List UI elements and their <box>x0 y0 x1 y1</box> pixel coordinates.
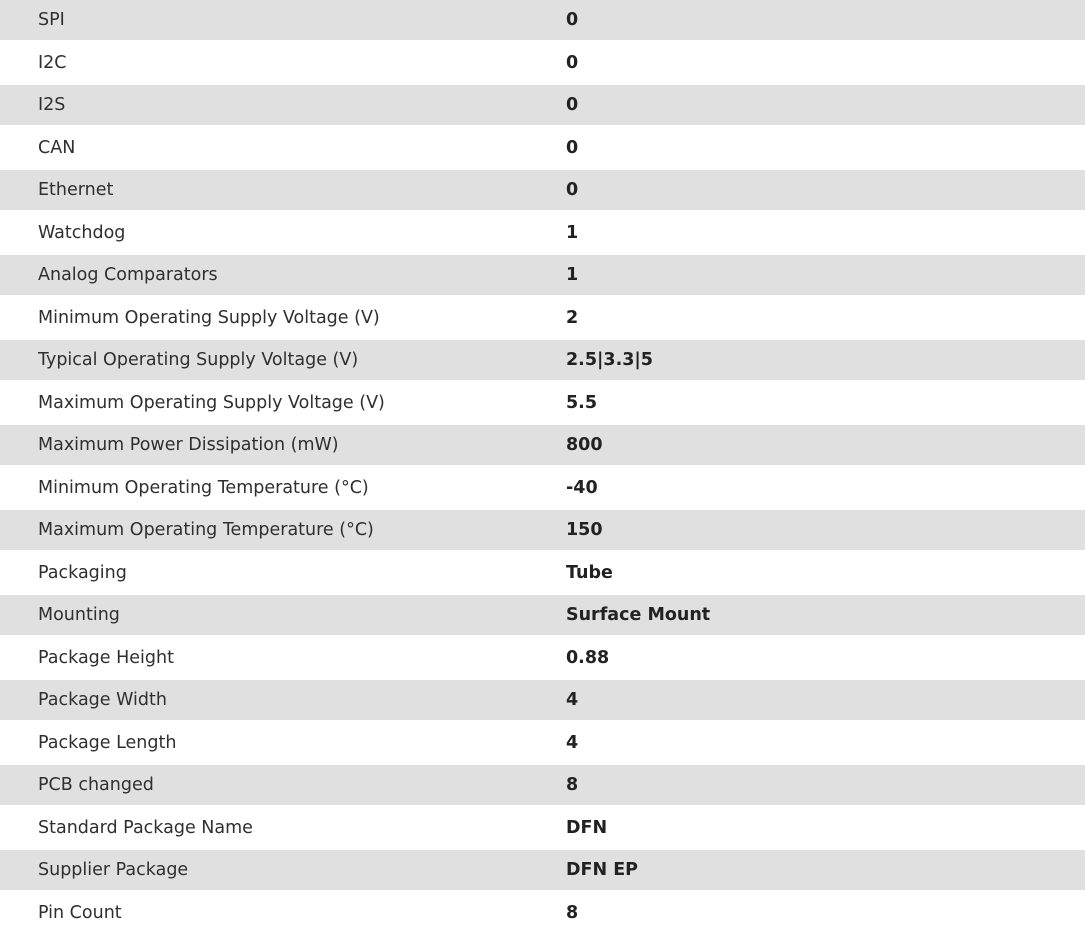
spec-value: 1 <box>566 265 579 285</box>
spec-row-pin-count <box>0 893 1085 933</box>
spec-row-mounting <box>0 595 1085 635</box>
spec-label: I2C <box>38 52 67 73</box>
spec-row-package-height <box>0 638 1085 678</box>
spec-label: Pin Count <box>38 902 122 923</box>
spec-row-package-length <box>0 723 1085 763</box>
spec-label: Package Length <box>38 732 177 753</box>
spec-row-max-power-dissipation <box>0 425 1085 465</box>
spec-value: 0 <box>566 180 579 200</box>
spec-row-standard-package-name <box>0 808 1085 848</box>
spec-value: 8 <box>566 902 579 923</box>
spec-label: Maximum Power Dissipation (mW) <box>38 435 339 455</box>
spec-row-can <box>0 128 1085 168</box>
spec-value: 150 <box>566 520 603 540</box>
spec-row-min-supply-voltage <box>0 298 1085 338</box>
spec-value: DFN EP <box>566 860 638 880</box>
spec-label: Standard Package Name <box>38 817 253 838</box>
spec-label: Minimum Operating Supply Voltage (V) <box>38 307 380 328</box>
spec-value: 800 <box>566 435 603 455</box>
spec-label: Analog Comparators <box>38 265 218 285</box>
spec-label: Ethernet <box>38 180 114 200</box>
spec-label: Package Height <box>38 647 174 668</box>
spec-label: Maximum Operating Supply Voltage (V) <box>38 392 385 413</box>
spec-row-package-width <box>0 680 1085 720</box>
spec-label: CAN <box>38 137 76 158</box>
spec-row-i2s <box>0 85 1085 125</box>
spec-label: Minimum Operating Temperature (°C) <box>38 477 369 498</box>
spec-value: 2 <box>566 307 579 328</box>
spec-row-max-operating-temperature <box>0 510 1085 550</box>
spec-label: PCB changed <box>38 775 154 795</box>
spec-value: 0.88 <box>566 647 610 668</box>
spec-row-typ-supply-voltage <box>0 340 1085 380</box>
spec-value: DFN <box>566 817 608 838</box>
spec-value: 5.5 <box>566 392 598 413</box>
spec-row-ethernet <box>0 170 1085 210</box>
spec-label: Mounting <box>38 605 120 625</box>
spec-value: Tube <box>566 562 613 583</box>
spec-label: Typical Operating Supply Voltage (V) <box>38 350 359 370</box>
spec-label: I2S <box>38 95 66 115</box>
spec-label: SPI <box>38 10 65 30</box>
spec-row-min-operating-temperature <box>0 468 1085 508</box>
spec-row-max-supply-voltage <box>0 383 1085 423</box>
spec-value: 2.5|3.3|5 <box>566 350 653 370</box>
spec-value: Surface Mount <box>566 605 711 625</box>
spec-value: 8 <box>566 775 579 795</box>
spec-label: Watchdog <box>38 222 126 243</box>
spec-label: Supplier Package <box>38 860 189 880</box>
spec-row-supplier-package <box>0 850 1085 890</box>
spec-row-analog-comparators <box>0 255 1085 295</box>
spec-row-pcb-changed <box>0 765 1085 805</box>
spec-value: 4 <box>566 732 579 753</box>
spec-row-i2c <box>0 43 1085 83</box>
spec-row-watchdog <box>0 213 1085 253</box>
spec-value: 0 <box>566 137 579 158</box>
spec-value: 0 <box>566 52 579 73</box>
spec-value: 1 <box>566 222 579 243</box>
spec-label: Package Width <box>38 690 167 710</box>
spec-row-spi <box>0 0 1085 40</box>
spec-value: 0 <box>566 95 579 115</box>
spec-value: 4 <box>566 690 579 710</box>
spec-label: Packaging <box>38 562 127 583</box>
spec-label: Maximum Operating Temperature (°C) <box>38 520 374 540</box>
spec-value: 0 <box>566 10 579 30</box>
spec-value: -40 <box>566 477 598 498</box>
spec-row-packaging <box>0 553 1085 593</box>
